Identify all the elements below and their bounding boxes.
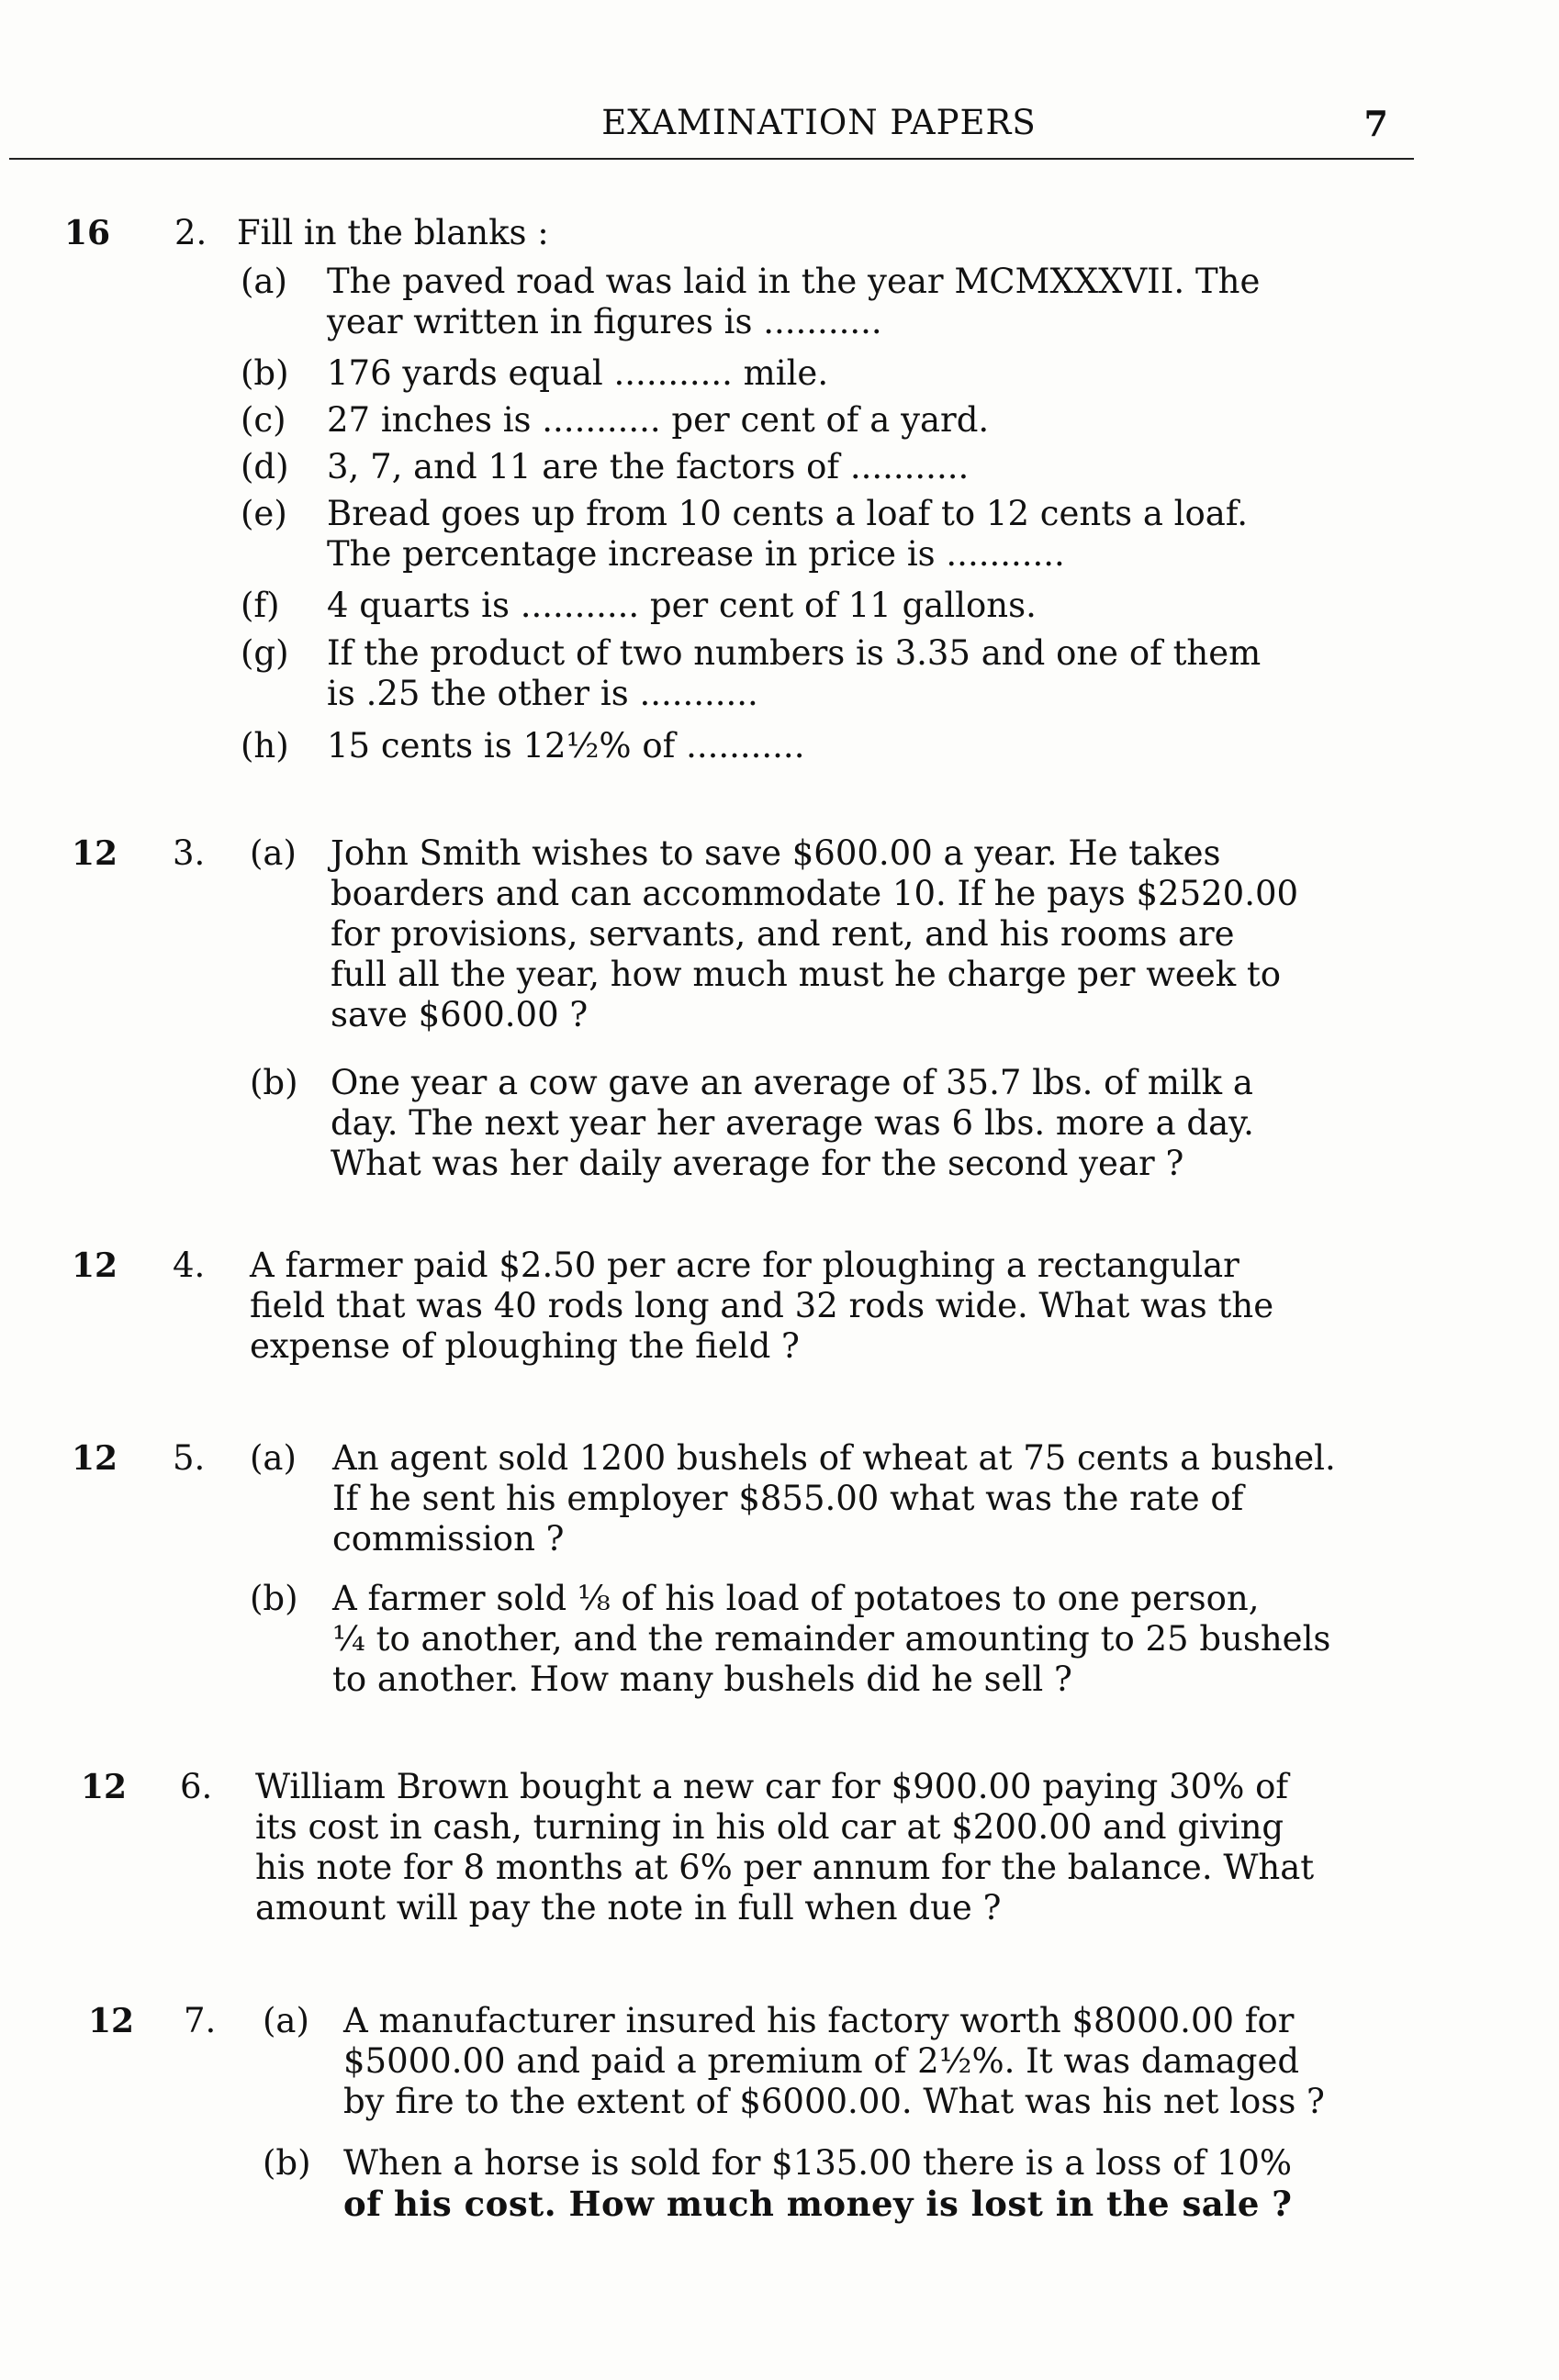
part-line: 27 inches is ........... per cent of a yard. (327, 400, 990, 440)
part-line: One year a cow gave an average of 35.7 lbs. of milk a (331, 1063, 1253, 1102)
part-line: ¼ to another, and the remainder amounting to 25 bushels (332, 1619, 1331, 1659)
part-line: year written in figures is ........... (327, 302, 882, 341)
question-marks: 12 (72, 1246, 118, 1285)
part-label: (e) (241, 494, 287, 533)
part-line: An agent sold 1200 bushels of wheat at 75 cents a bushel. (332, 1438, 1336, 1478)
part-line: When a horse is sold for $135.00 there is a loss of 10% (343, 2143, 1293, 2183)
part-label: (b) (241, 353, 289, 393)
part-label: (a) (250, 833, 297, 873)
part-line: If he sent his employer $855.00 what was the rate of (332, 1479, 1244, 1518)
part-label: (a) (241, 262, 287, 301)
question-number: 7. (184, 2001, 217, 2040)
part-line: $5000.00 and paid a premium of 2½%. It was damaged (343, 2041, 1300, 2081)
question-line: A farmer paid $2.50 per acre for ploughing a rectangular (250, 1246, 1239, 1285)
part-line: is .25 the other is ........... (327, 674, 758, 713)
part-label: (b) (263, 2143, 311, 2183)
part-line: boarders and can accommodate 10. If he pays $2520.00 (331, 874, 1299, 913)
part-line: save $600.00 ? (331, 995, 589, 1034)
part-line: What was her daily average for the second year ? (331, 1144, 1184, 1183)
question-text: Fill in the blanks : (237, 213, 549, 252)
page-number: 7 (1363, 103, 1388, 144)
header-rule (9, 158, 1414, 160)
part-line: The percentage increase in price is ........... (327, 534, 1065, 574)
part-line: Bread goes up from 10 cents a loaf to 12 cents a loaf. (327, 494, 1248, 533)
part-line: for provisions, servants, and rent, and his rooms are (331, 914, 1235, 954)
part-line: commission ? (332, 1519, 565, 1559)
part-label: (a) (250, 1438, 297, 1478)
part-line: 15 cents is 12½% of ........... (327, 726, 805, 765)
question-marks: 12 (72, 834, 118, 873)
question-marks: 12 (72, 1439, 118, 1478)
question-number: 6. (180, 1767, 213, 1806)
part-line: 3, 7, and 11 are the factors of ........... (327, 447, 970, 486)
part-label: (f) (241, 586, 280, 625)
part-line: The paved road was laid in the year MCMXXXVII. The (327, 262, 1261, 301)
question-number: 3. (173, 833, 206, 873)
question-line: his note for 8 months at 6% per annum for the balance. What (255, 1848, 1315, 1887)
part-label: (h) (241, 726, 289, 765)
part-line: day. The next year her average was 6 lbs. more a day. (331, 1103, 1254, 1143)
running-title: EXAMINATION PAPERS (601, 103, 1037, 142)
question-number: 2. (174, 213, 207, 252)
question-line: field that was 40 rods long and 32 rods wide. What was the (250, 1286, 1274, 1325)
part-label: (b) (250, 1579, 298, 1618)
part-label: (a) (263, 2001, 309, 2040)
part-label: (c) (241, 400, 286, 440)
part-line: John Smith wishes to save $600.00 a year. He takes (331, 833, 1221, 873)
part-line: of his cost. How much money is lost in the sale ? (343, 2184, 1293, 2224)
part-label: (g) (241, 633, 289, 673)
part-line: If the product of two numbers is 3.35 and one of them (327, 633, 1262, 673)
page-header (250, 103, 1388, 158)
question-line: William Brown bought a new car for $900.00 paying 30% of (255, 1767, 1289, 1806)
question-marks: 16 (64, 214, 111, 252)
part-line: 4 quarts is ........... per cent of 11 gallons. (327, 586, 1037, 625)
question-marks: 12 (88, 2002, 135, 2040)
part-line: A manufacturer insured his factory worth $8000.00 for (343, 2001, 1295, 2040)
question-number: 5. (173, 1438, 206, 1478)
question-number: 4. (173, 1246, 206, 1285)
part-label: (d) (241, 447, 289, 486)
part-line: full all the year, how much must he charge per week to (331, 955, 1282, 994)
question-line: its cost in cash, turning in his old car at $200.00 and giving (255, 1807, 1284, 1847)
part-label: (b) (250, 1063, 298, 1102)
question-line: expense of ploughing the field ? (250, 1326, 800, 1366)
question-line: amount will pay the note in full when due ? (255, 1888, 1002, 1927)
part-line: by fire to the extent of $6000.00. What was his net loss ? (343, 2082, 1325, 2121)
part-line: to another. How many bushels did he sell ? (332, 1659, 1072, 1699)
question-marks: 12 (81, 1768, 128, 1806)
part-line: A farmer sold ⅛ of his load of potatoes to one person, (332, 1579, 1260, 1618)
part-line: 176 yards equal ........... mile. (327, 353, 829, 393)
